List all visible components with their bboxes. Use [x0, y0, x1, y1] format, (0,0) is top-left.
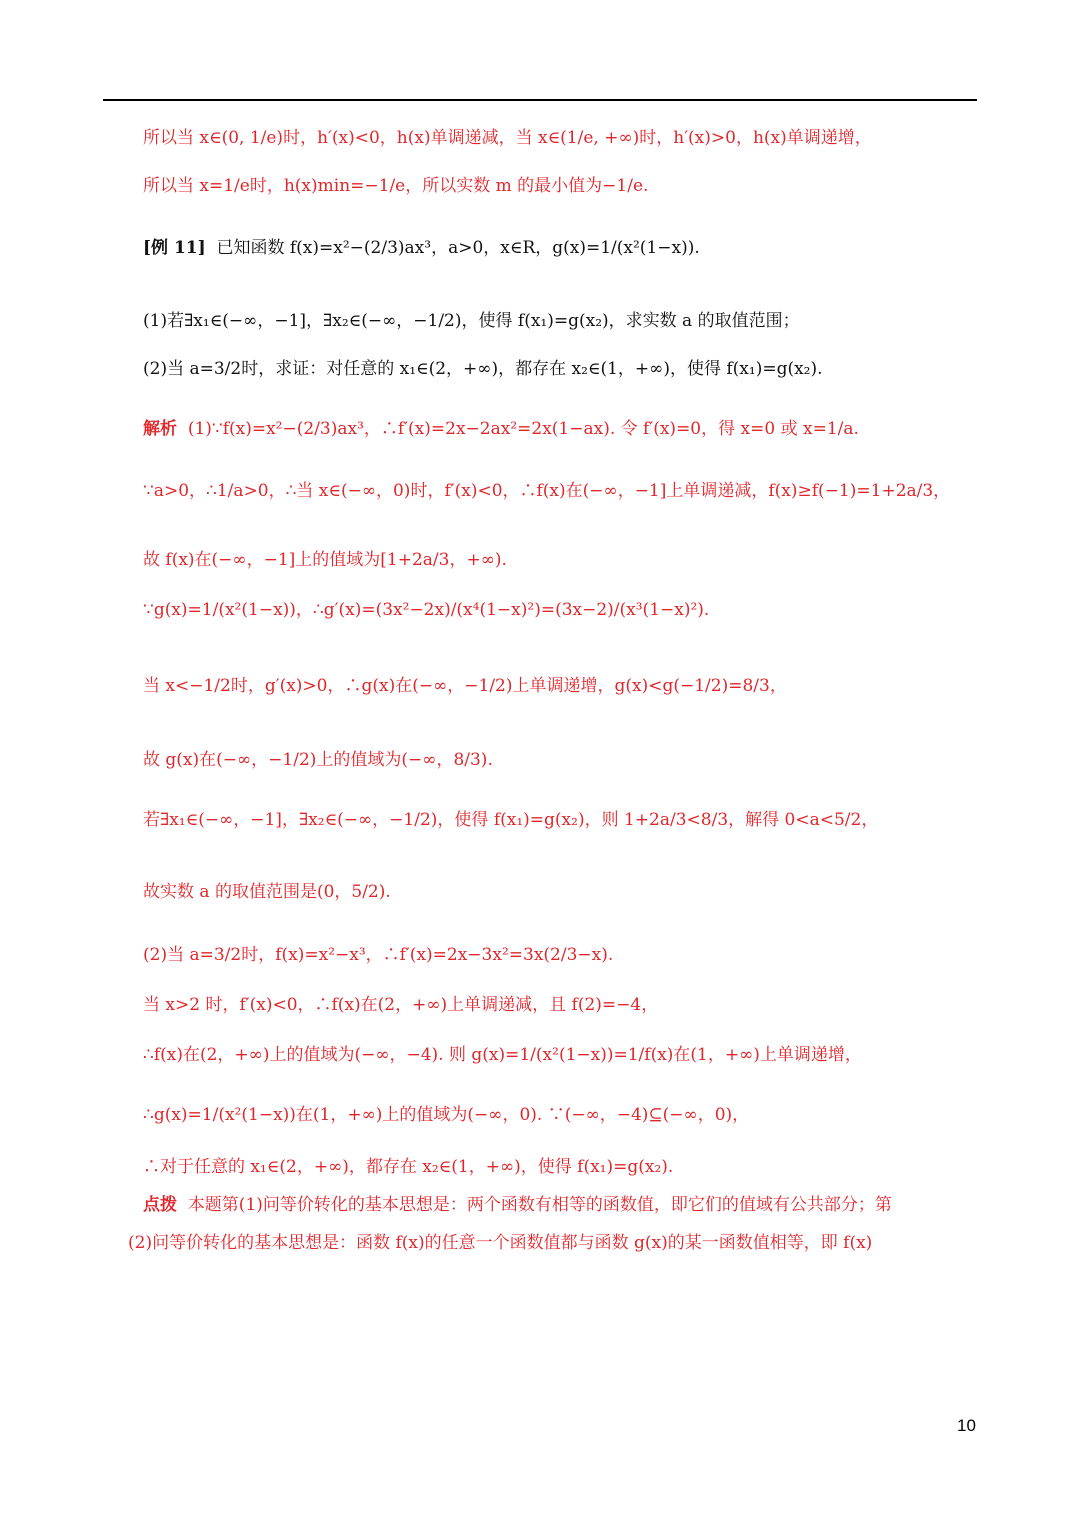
solution-line-12: ∴g(x)=1/(x²(1−x))在(1，+∞)上的值域为(−∞，0). ∵(−∞，−4)⊆(−∞，0)，	[143, 1105, 750, 1125]
solution-line-8: 故实数 a 的取值范围是(0，5/2).	[143, 882, 391, 902]
page-number: 10	[957, 1416, 976, 1435]
solution-line-10: 当 x>2 时，f′(x)<0，∴f(x)在(2，+∞)上单调递减，且 f(2)=−4，	[143, 995, 659, 1015]
example-label: [例 11]	[143, 238, 206, 258]
solution-label: 解析	[143, 419, 177, 439]
remark-line-1: 点拨 本题第(1)问等价转化的基本思想是：两个函数有相等的函数值，即它们的值域有公共部分；第	[143, 1195, 892, 1215]
solution-line-6: 故 g(x)在(−∞，−1/2)上的值域为(−∞，8/3).	[143, 750, 493, 770]
question-1: (1)若∃x₁∈(−∞，−1]，∃x₂∈(−∞，−1/2)，使得 f(x₁)=g(x₂)，求实数 a 的取值范围；	[143, 311, 800, 331]
example-11-statement: [例 11] 已知函数 f(x)=x²−(2/3)ax³，a>0，x∈R，g(x)=1/(x²(1−x)).	[143, 238, 700, 258]
header-rule	[103, 99, 977, 101]
remark-label: 点拨	[143, 1195, 177, 1215]
solution-line-2: ∵a>0，∴1/a>0，∴当 x∈(−∞，0)时，f′(x)<0，∴f(x)在(−∞，−1]上单调递减，f(x)≥f(−1)=1+2a/3，	[143, 481, 951, 501]
solution-line-11: ∴f(x)在(2，+∞)上的值域为(−∞，−4). 则 g(x)=1/(x²(1−x))=1/f(x)在(1，+∞)上单调递增，	[143, 1045, 862, 1065]
solution-line-9: (2)当 a=3/2时，f(x)=x²−x³，∴f′(x)=2x−3x²=3x(2/3−x).	[143, 945, 614, 965]
solution-line-3: 故 f(x)在(−∞，−1]上的值域为[1+2a/3，+∞).	[143, 550, 507, 570]
solution-line-4: ∵g(x)=1/(x²(1−x))，∴g′(x)=(3x²−2x)/(x⁴(1−x)²)=(3x−2)/(x³(1−x)²).	[143, 600, 710, 620]
question-2: (2)当 a=3/2时，求证：对任意的 x₁∈(2，+∞)，都存在 x₂∈(1，+∞)，使得 f(x₁)=g(x₂).	[143, 359, 823, 379]
text-line-2: 所以当 x=1/e时，h(x)min=−1/e，所以实数 m 的最小值为−1/e.	[143, 176, 649, 196]
text-line-1: 所以当 x∈(0, 1/e)时，h′(x)<0，h(x)单调递减，当 x∈(1/e, +∞)时，h′(x)>0，h(x)单调递增，	[143, 128, 872, 148]
solution-line-13: ∴对于任意的 x₁∈(2，+∞)，都存在 x₂∈(1，+∞)，使得 f(x₁)=g(x₂).	[143, 1157, 674, 1177]
solution-line-5: 当 x<−1/2时，g′(x)>0，∴g(x)在(−∞，−1/2)上单调递增，g(x)<g(−1/2)=8/3，	[143, 676, 787, 696]
remark-line-2: (2)问等价转化的基本思想是：函数 f(x)的任意一个函数值都与函数 g(x)的某一函数值相等，即 f(x)	[128, 1233, 873, 1253]
solution-line-1: 解析 (1)∵f(x)=x²−(2/3)ax³，∴f′(x)=2x−2ax²=2x(1−ax). 令 f′(x)=0，得 x=0 或 x=1/a.	[143, 419, 859, 439]
solution-line-7: 若∃x₁∈(−∞，−1]，∃x₂∈(−∞，−1/2)，使得 f(x₁)=g(x₂)，则 1+2a/3<8/3，解得 0<a<5/2，	[143, 810, 879, 830]
